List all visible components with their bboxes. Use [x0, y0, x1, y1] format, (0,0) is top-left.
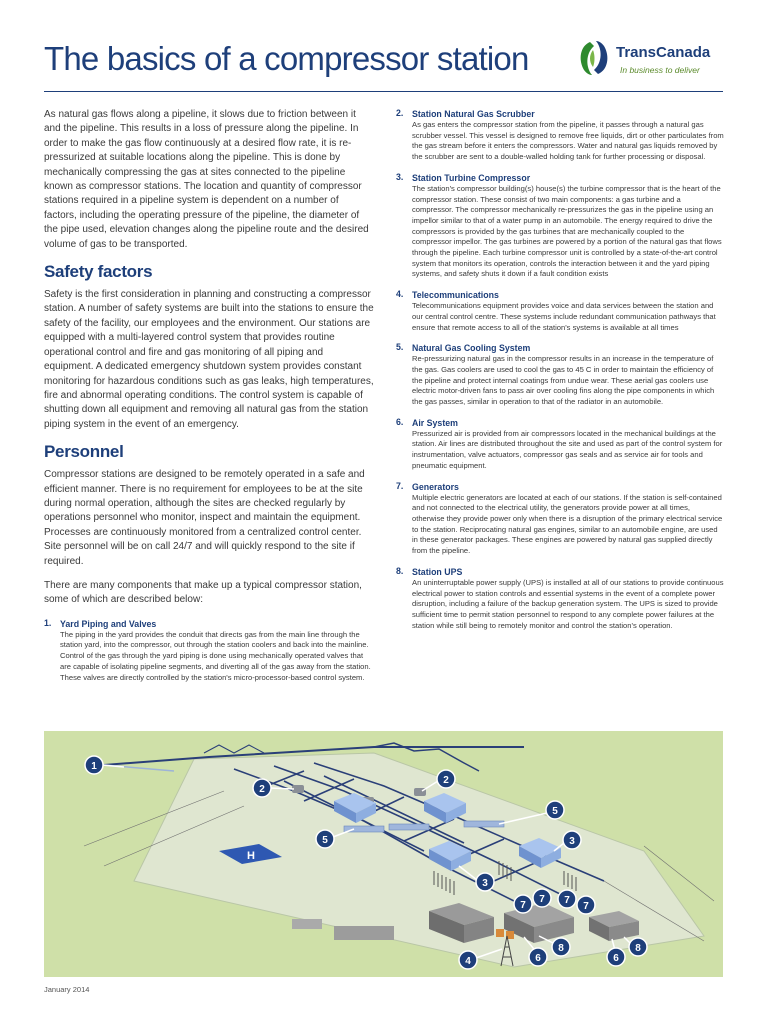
- svg-text:2: 2: [259, 784, 265, 795]
- component-text: Telecommunications equipment provides voice and data services between the station and our central control centre. These systems include redundant communication pathways that ensure that remote access to all of the station's systems is available at all times: [412, 301, 716, 332]
- intro-paragraph: As natural gas flows along a pipeline, it slows due to friction between it and the pipeline. This results in a loss of pressure along the pipeline. In order to make the gas flow continuously at a desired flow rate, it is re-pressurized at suitable locations along the pipeline. This is done by mechanically compressing the gas at sites connected to the pipeline known as compressor stations. The location and quantity of compressor stations required in a pipeline system is dependent on a number of factors, including the operating pressure of the pipeline, the diameter of the pipe used, elevation changes along the pipeline route and the desired volume of gas to be transported.: [44, 109, 369, 250]
- component-item-3: [396, 172, 724, 289]
- component-item-4: [396, 289, 724, 342]
- component-heading: Station Natural Gas Scrubber: [412, 109, 535, 119]
- component-number: 6.: [396, 416, 404, 427]
- component-text: Re-pressurizing natural gas in the compressor results in an increase in the temperature of the gas. Gas coolers are used to cool the gas to 45 C in order to maintain the efficiency of the pipeline and protect internal coatings from undue wear. These aerial gas coolers use electric motor-driven fans to pass air over cooling fins along the pipe components in which the gas passes, similar in operation to that of the radiator in an automobile.: [412, 354, 715, 407]
- marker-7b: [533, 889, 551, 907]
- marker-7a: [514, 895, 532, 913]
- left-column: [44, 108, 374, 692]
- component-text: The piping in the yard provides the conduit that directs gas from the main line through the station yard, into the compressor, out through the station coolers and back into the mainline. Control of the gas through the yard piping is done using mechanically operated valves that are capable of isolating pipeline segments, and diverting all of the gas away from the station. These valves are directly controlled by the station's micro-processor-based control system.: [60, 629, 371, 682]
- svg-text:5: 5: [552, 806, 558, 817]
- transcanada-swirl-icon: [576, 38, 612, 78]
- component-number: 1.: [44, 617, 52, 628]
- svg-text:1: 1: [91, 761, 97, 772]
- component-heading: Natural Gas Cooling System: [412, 343, 531, 354]
- header-rule: [44, 91, 723, 92]
- marker-7d: [577, 896, 595, 914]
- component-text: As gas enters the compressor station from the pipeline, it passes through a natural gas scrubber vessel. This vessel is designed to remove free liquids, dirt or other particulates from the gas stream before it enters the compressors. Water and natural gas liquids removed by the scrubber are sent to a double-walled holding tank for further processing or disposal.: [412, 120, 724, 162]
- svg-text:7: 7: [520, 900, 526, 911]
- component-heading: Station UPS: [412, 566, 463, 577]
- compressor-station-diagram: [44, 731, 723, 977]
- footer-date: January 2014: [44, 985, 90, 994]
- safety-paragraph: Safety is the first consideration in planning and constructing a compressor station. A number of safety systems are built into the stations to ensure the safety of the facility, our employees and the environment. Our stations are equipped with a multi-layered control system that provides routine operational control and fire and gas monitoring of all piping and equipment. A dedicated emergency shutdown system provides constant monitoring for hazardous conditions such as gas leaks, high temperatures, fire and abnormal operating conditions. The control system is capable of shutting down all equipment and removing all natural gas from the station piping system in the event of an emergency.: [44, 289, 374, 430]
- svg-text:6: 6: [613, 953, 619, 964]
- component-heading: Air System: [412, 417, 458, 428]
- component-item-2: [396, 108, 724, 172]
- component-item-8: [396, 566, 724, 641]
- marker-7c: [558, 890, 576, 908]
- svg-text:3: 3: [569, 836, 575, 847]
- personnel-paragraph: Compressor stations are designed to be remotely operated in a safe and efficient manner. There is no requirement for employees to be at the site during normal operation, although the sites are checked regularly by operations personnel who monitor, inspect and maintain the equipment. Processes are continuously monitored from a centralized control center. Site personnel will be on call 24/7 and will quickly respond to the site if required.: [44, 469, 365, 567]
- svg-text:5: 5: [322, 835, 328, 846]
- component-text: Pressurized air is provided from air compressors located in the mechanical buildings at the station. Air lines are distributed throughout the site and used as part of the control system for instrumentation, valve actuators, compressor gas seals and as service air for tools and pneumatic equipment.: [412, 428, 723, 470]
- component-number: 8.: [396, 565, 404, 576]
- helipad-label: H: [247, 850, 255, 862]
- safety-heading: Safety factors: [44, 262, 153, 282]
- right-column: [396, 108, 724, 640]
- component-heading: Yard Piping and Valves: [60, 618, 157, 629]
- component-heading: Telecommunications: [412, 290, 499, 301]
- svg-text:7: 7: [583, 901, 589, 912]
- page-title: The basics of a compressor station: [44, 40, 529, 77]
- component-number: 5.: [396, 342, 404, 353]
- components-intro: There are many components that make up a typical compressor station, some of which are described below:: [44, 579, 362, 606]
- component-item-7: [396, 481, 724, 566]
- transcanada-logo: [576, 36, 736, 82]
- component-number: 2.: [396, 108, 404, 118]
- svg-text:8: 8: [635, 943, 641, 954]
- component-number: 3.: [396, 171, 404, 182]
- component-text: Multiple electric generators are located at each of our stations. If the station is self-contained and not connected to the electrical utility, the generators provide power at all times, otherwise they provide power only when there is a disruption of the primary electrical service to the station. Reciprocating natural gas engines, similar to an automobile engine, are used in these generator packages. These engines are powered by natural gas supplied directly from the pipeline.: [412, 492, 723, 556]
- component-heading: Generators: [412, 481, 459, 492]
- component-text: The station's compressor building(s) house(s) the turbine compressor that is the heart of the compressor station. These consist of two main components: a gas turbine and a compressor. The compressor mechanically re-pressurizes the gas in the pipeline using an impellor similar to that of a water pump in an automobile. The energy required to drive the compressors is provided by the gas turbines that are mechanically coupled to the compressor impellor. The gas turbines are powered by a portion of the natural gas that flows through the pipeline. Each turbine compressor unit is controlled by a state-of-the-art control system that monitors its operation, controls the interaction between it and the yard piping systems, and safety shuts it down if a fault condition exists: [412, 183, 722, 279]
- logo-name: TransCanada: [616, 44, 711, 61]
- svg-text:3: 3: [482, 878, 488, 889]
- svg-text:7: 7: [539, 894, 545, 905]
- svg-text:2: 2: [443, 775, 449, 786]
- personnel-heading: Personnel: [44, 442, 124, 462]
- component-item-6: [396, 417, 724, 481]
- svg-text:7: 7: [564, 895, 570, 906]
- component-number: 7.: [396, 480, 404, 491]
- component-item-1: [44, 618, 374, 693]
- svg-text:6: 6: [535, 953, 541, 964]
- logo-tagline: In business to deliver: [620, 65, 700, 75]
- component-item-5: [396, 342, 724, 417]
- svg-text:8: 8: [558, 943, 564, 954]
- component-number: 4.: [396, 289, 404, 300]
- component-heading: Station Turbine Compressor: [412, 172, 531, 183]
- svg-text:4: 4: [465, 956, 471, 967]
- component-text: An uninterruptable power supply (UPS) is installed at all of our stations to provide continuous electrical power to station controls and essential systems in the event of a complete power disruption, including a failure of the backup generation system. The UPS is sized to provide sufficient time to permit station personnel to respond to any complete power failures at the station while still being to remotely monitor and control the station's operation.: [412, 577, 724, 630]
